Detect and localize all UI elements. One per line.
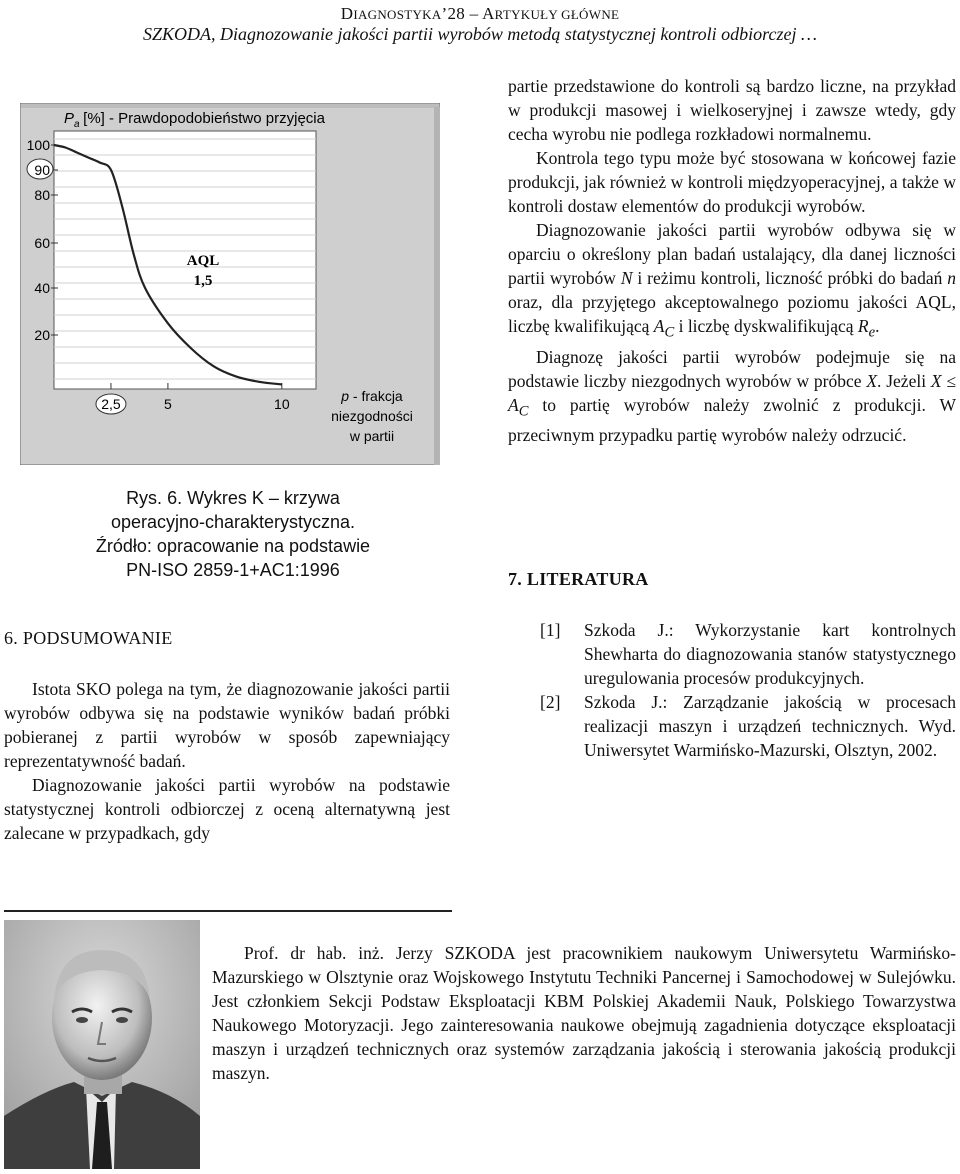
divider: [4, 910, 452, 912]
y-axis-label-subscript: a: [74, 119, 80, 130]
paragraph: Diagnozowanie jakości partii wyrobów na podstawie statystycznej kontroli odbiorczej z oceną alternatywną jest zalecane w przypadkach, gdy: [4, 773, 450, 845]
running-title: SZKODA, Diagnozowanie jakości partii wyrobów metodą statystycznej kontroli odbiorczej …: [0, 24, 960, 45]
journal-header: DIAGNOSTYKA’28 – ARTYKUŁY GŁÓWNE: [0, 4, 960, 24]
paragraph: Kontrola tego typu może być stosowana w końcowej fazie produkcji, jak również w kontroli międzyoperacyjnej, a także w kontroli dostaw elementów do produkcji wyrobów.: [508, 146, 956, 218]
y-tick-label: 40: [34, 280, 50, 296]
section-heading-summary: 6. PODSUMOWANIE: [4, 628, 173, 649]
y-tick-label: 20: [34, 327, 50, 343]
x-tick-label: 2,5: [101, 396, 121, 412]
x-axis-label-line1: p - frakcja: [340, 388, 403, 404]
x-tick-label: 10: [274, 396, 290, 412]
oc-curve-chart: [20, 103, 440, 465]
oc-curve-figure: [20, 103, 440, 465]
caption-line: Rys. 6. Wykres K – krzywa: [60, 486, 406, 510]
paragraph: partie przedstawione do kontroli są bardzo liczne, na przykład w produkcji masowej i wielkoseryjnej i zawsze wtedy, gdy cecha wyrobu nie podlega rozkładowi normalnemu.: [508, 74, 956, 146]
plot-area: [54, 131, 316, 389]
caption-line: Źródło: opracowanie na podstawie: [60, 534, 406, 558]
author-bio: [212, 941, 956, 1085]
y-axis-label-symbol: P: [64, 110, 74, 127]
reference-list: [508, 618, 956, 762]
y-tick-label: 80: [34, 187, 50, 203]
x-axis-label-line2: niezgodności: [331, 408, 413, 424]
caption-line: operacyjno-charakterystyczna.: [60, 510, 406, 534]
paragraph: Diagnozowanie jakości partii wyrobów odbywa się w oparciu o określony plan badań ustalający, dla danej liczności partii wyrobów N i reżimu kontroli, liczność próbki do badań n oraz, dla przyjętego akceptowalnego poziomu jakości AQL, liczbę kwalifikującą $A_C$ i liczbę dyskwalifikującą $R_e$.: [508, 218, 956, 345]
reference-text: Szkoda J.: Zarządzanie jakością w procesach realizacji maszyn i urządzeń technicznych. Wyd. Uniwersytet Warmińsko-Mazurski, Olsztyn, 2002.: [584, 692, 956, 760]
paragraph: Istota SKO polega na tym, że diagnozowanie jakości partii wyrobów odbywa się na podstawie wyników badań próbki pobieranej z partii wyrobów w sposób zapewniający reprezentatywność badań.: [4, 677, 450, 773]
author-photo: [4, 920, 200, 1169]
reference-number: [1]: [540, 618, 560, 642]
y-tick-label: 100: [27, 137, 51, 153]
paragraph: Diagnozę jakości partii wyrobów podejmuje się na podstawie liczby niezgodnych wyrobów w próbce X. Jeżeli $X \le A_C$ to partię wyrobów należy zwolnić z produkcji. W przeciwnym przypadku partię wyrobów należy odrzucić.: [508, 345, 956, 448]
reference-item: [508, 618, 956, 690]
y-tick-label: 90: [34, 162, 50, 178]
x-axis-label-line3: w partii: [349, 428, 394, 444]
figure-caption: [60, 486, 406, 582]
author-portrait-image: [4, 920, 200, 1169]
aql-annotation-line1: AQL: [187, 253, 220, 269]
caption-line: PN-ISO 2859-1+AC1:1996: [60, 558, 406, 582]
y-tick-label: 60: [34, 235, 50, 251]
section-summary-body: [4, 677, 450, 845]
aql-annotation-line2: 1,5: [194, 273, 213, 289]
right-column-body: [508, 74, 956, 447]
y-axis-label: [%] - Prawdopodobieństwo przyjęcia: [79, 110, 326, 127]
paragraph: Prof. dr hab. inż. Jerzy SZKODA jest pracownikiem naukowym Uniwersytetu Warmińsko-Mazurskiego w Olsztynie oraz Wojskowego Instytutu Techniki Pancernej i Samochodowej w Sulejówku. Jest członkiem Sekcji Podstaw Eksploatacji KBM Polskiej Akademii Nauk, Polskiego Towarzystwa Naukowego Motoryzacji. Jego zainteresowania naukowe obejmują zagadnienia dotyczące eksploatacji maszyn i urządzeń technicznych oraz systemów zarządzania jakością i sterowania jakością produkcji maszyn.: [212, 941, 956, 1085]
reference-item: [508, 690, 956, 762]
section-heading-literature: 7. LITERATURA: [508, 569, 649, 590]
reference-text: Szkoda J.: Wykorzystanie kart kontrolnych Shewharta do diagnozowania stanów statystycznego uregulowania procesów produkcyjnych.: [584, 620, 956, 688]
reference-number: [2]: [540, 690, 560, 714]
x-tick-label: 5: [164, 396, 172, 412]
